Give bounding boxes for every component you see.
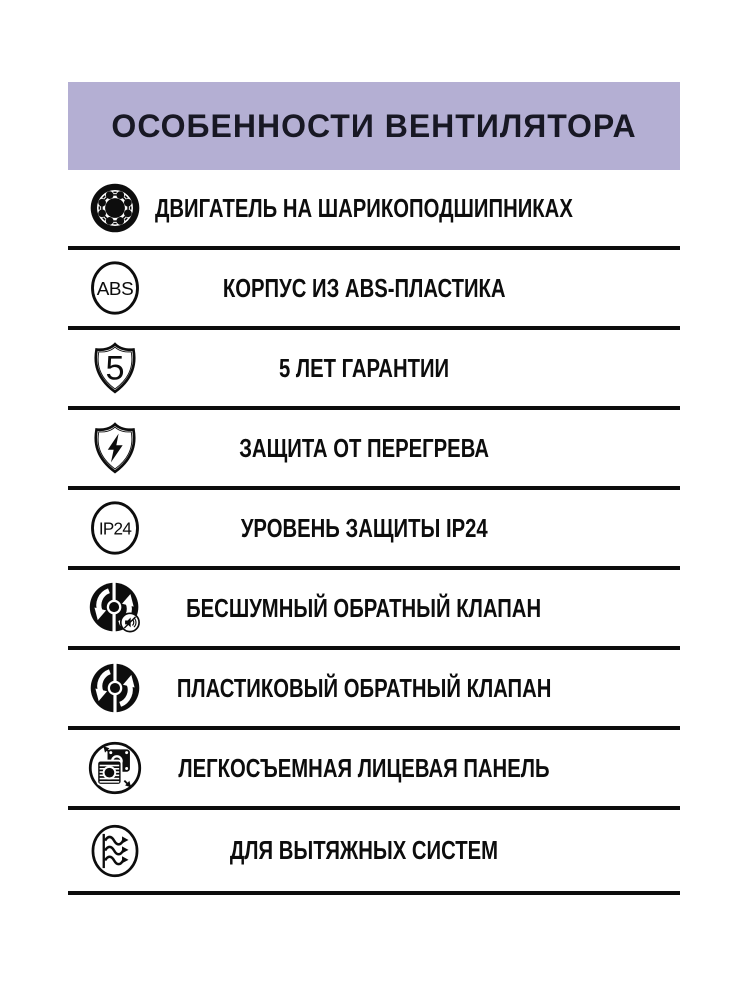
feature-row	[68, 810, 680, 895]
feature-label	[68, 410, 660, 486]
page-title: ОСОБЕННОСТИ ВЕНТИЛЯТОРА	[111, 107, 637, 144]
abs-icon-text: ABS	[96, 278, 134, 300]
feature-label	[68, 490, 660, 566]
feature-row	[68, 330, 680, 410]
feature-label	[68, 330, 660, 406]
feature-text: ЗАЩИТА ОТ ПЕРЕГРЕВА	[239, 432, 489, 463]
feature-label	[68, 810, 660, 891]
feature-text: ЛЕГКОСЪЕМНАЯ ЛИЦЕВАЯ ПАНЕЛЬ	[178, 752, 550, 783]
feature-row	[68, 650, 680, 730]
feature-label	[68, 570, 660, 646]
feature-text: ДВИГАТЕЛЬ НА ШАРИКОПОДШИПНИКАХ	[155, 192, 573, 223]
feature-label	[68, 170, 660, 246]
ip24-icon-text: IP24	[98, 519, 132, 539]
feature-text: КОРПУС ИЗ ABS-ПЛАСТИКА	[222, 272, 506, 303]
feature-row	[68, 170, 680, 250]
feature-label	[68, 650, 660, 726]
feature-row	[68, 490, 680, 570]
feature-text: БЕСШУМНЫЙ ОБРАТНЫЙ КЛАПАН	[186, 592, 542, 623]
feature-row	[68, 570, 680, 650]
feature-row	[68, 730, 680, 810]
features-panel	[68, 82, 680, 895]
feature-text: ПЛАСТИКОВЫЙ ОБРАТНЫЙ КЛАПАН	[176, 672, 552, 703]
feature-text: УРОВЕНЬ ЗАЩИТЫ IP24	[240, 512, 488, 543]
feature-row	[68, 250, 680, 330]
header-band	[68, 82, 680, 170]
feature-text: ДЛЯ ВЫТЯЖНЫХ СИСТЕМ	[229, 835, 499, 865]
feature-label	[68, 730, 660, 806]
warranty-years-text: 5	[105, 349, 125, 388]
feature-text: 5 ЛЕТ ГАРАНТИИ	[278, 352, 450, 383]
feature-label	[68, 250, 660, 326]
feature-row	[68, 410, 680, 490]
